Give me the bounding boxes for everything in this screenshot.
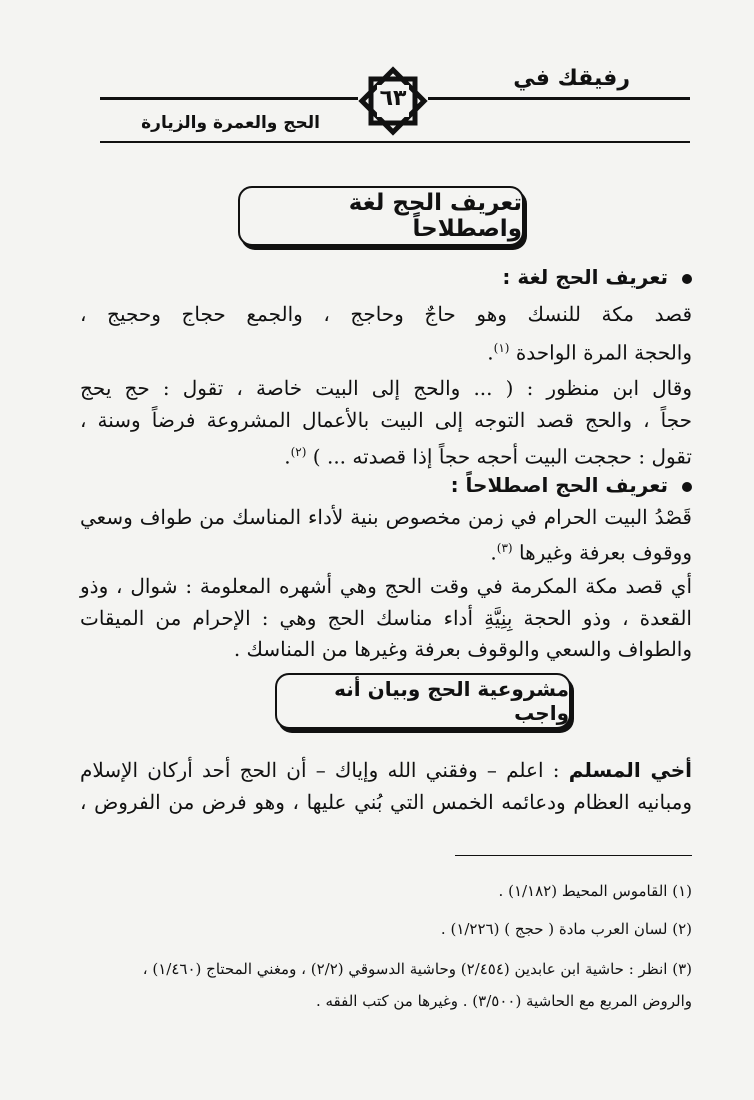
- paragraph-line: أي قصد مكة المكرمة في وقت الحج وهي أشهره المعلومة : شوال ، وذو: [80, 574, 692, 598]
- paragraph-line: قصد مكة للنسك وهو حاجٌ وحاجج ، والجمع حجاج وحجيج ،: [80, 302, 693, 326]
- footnote-1: (١) القاموس المحيط (١/١٨٢) .: [498, 882, 692, 900]
- page-number: ٦٣: [379, 86, 407, 111]
- paragraph-line: ووقوف بعرفة وغيرها $^{(٣)}$.: [490, 540, 692, 565]
- header-rule-bottom: [100, 141, 690, 143]
- paragraph-line: والطواف والسعي والوقوف بعرفة وغيرها من المناسك .: [233, 637, 692, 661]
- footnote-ref-1: (١): [493, 341, 510, 355]
- book-title: رفيقك في: [513, 66, 630, 91]
- subheading-term-def: تعريف الحج اصطلاحاً :: [80, 470, 692, 500]
- paragraph-line: حجاً ، والحج قصد التوجه إلى البيت بالأعمال المشروعة فرضاً وسنة ،: [80, 408, 692, 432]
- bullet-icon: [682, 482, 692, 492]
- section-heading-obligation: مشروعية الحج وبيان أنه واجب: [275, 673, 571, 729]
- paragraph-line: القعدة ، وذو الحجة بِنِيَّةِ أداء مناسك الحج وهي : الإحرام من الميقات: [80, 606, 692, 630]
- footnote-3-cont: والروض المربع مع الحاشية (٣/٥٠٠) . وغيرها من كتب الفقه .: [315, 992, 692, 1010]
- paragraph-line: قَصْدُ البيت الحرام في زمن مخصوص بنية لأداء المناسك من طواف وسعي: [80, 505, 692, 529]
- footnote-separator: [455, 855, 692, 856]
- paragraph-line: تقول : حججت البيت أحجه حجاً إذا قصدته ... ) $^{(٢)}$.: [284, 444, 692, 469]
- paragraph-line: والحجة المرة الواحدة $^{(١)}$.: [487, 340, 692, 365]
- subheading-lang-def: تعريف الحج لغة :: [80, 262, 692, 292]
- paragraph-line: أخي المسلم : اعلم – وفقني الله وإياك – أن الحج أحد أركان الإسلام: [80, 758, 692, 782]
- footnote-ref-2: (٢): [290, 445, 307, 459]
- book-subtitle: الحج والعمرة والزيارة: [141, 113, 320, 133]
- footnote-ref-3: (٣): [496, 541, 513, 555]
- footnote-3: (٣) انظر : حاشية ابن عابدين (٢/٤٥٤) وحاشية الدسوقي (٢/٢) ، ومغني المحتاج (١/٤٦٠) ،: [142, 960, 692, 978]
- lead-phrase: أخي المسلم: [568, 758, 692, 782]
- page-number-badge: [358, 66, 428, 136]
- paragraph-line: وقال ابن منظور : ( ... والحج إلى البيت خاصة ، تقول : حج يحج: [80, 376, 692, 400]
- paragraph-line: ومبانيه العظام ودعائمه الخمس التي بُني عليها ، وهو فرض من الفروض ،: [80, 790, 692, 814]
- footnote-2: (٢) لسان العرب مادة ( حجج ) (١/٢٢٦) .: [440, 920, 692, 938]
- section-heading-definition: تعريف الحج لغة واصطلاحاً: [238, 186, 524, 246]
- bullet-icon: [682, 274, 692, 284]
